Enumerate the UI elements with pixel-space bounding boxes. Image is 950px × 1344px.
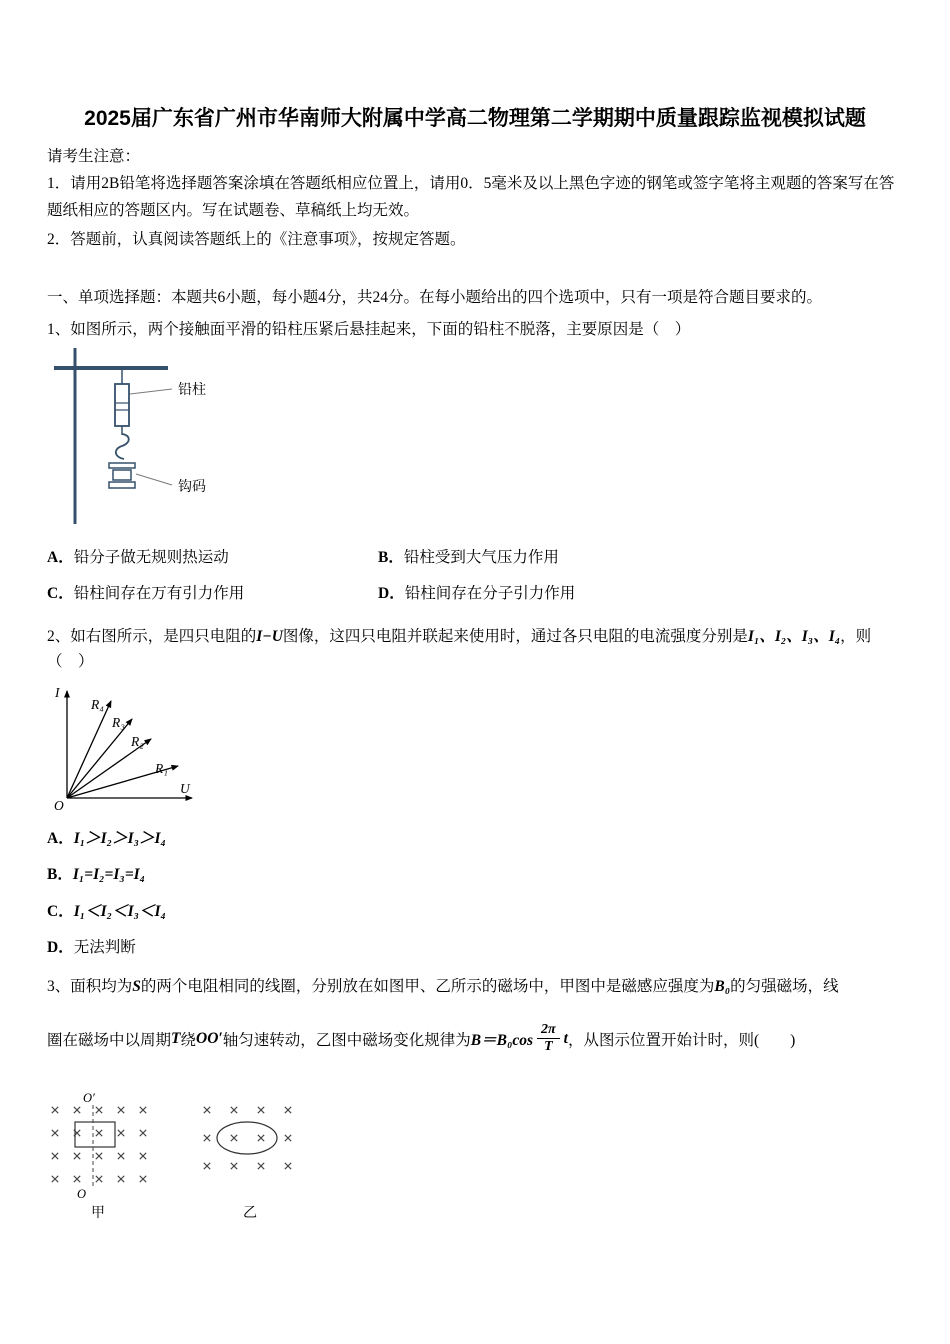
notice-item-2: 2．答题前，认真阅读答题纸上的《注意事项》，按规定答题。	[47, 231, 466, 248]
s-hook	[116, 434, 129, 459]
coil-ellipse	[217, 1122, 277, 1154]
notice-item-1: 1．请用2B铅笔将选择题答案涂填在答题纸相应位置上，请用0．5毫米及以上黑色字迹的钢笔或签字笔将主观题的答案写在答题纸相应的答题区内。写在试题卷、草稿纸上均无效。	[47, 175, 895, 219]
weight-pointer-line	[136, 474, 172, 485]
coil-rectangle	[75, 1122, 115, 1147]
question-3-stem-line2: 圈在磁场中以周期 T 绕 OO′ 轴匀速转动，乙图中磁场变化规律为 B＝B₀cos $\frac{2\pi}{T}$ t ，从图示位置开始计时，则( )	[47, 1022, 796, 1055]
weight-base	[109, 482, 135, 488]
q1-option-b: B．铅柱受到大气压力作用	[378, 549, 559, 567]
question-1-stem: 1、如图所示，两个接触面平滑的铅柱压紧后悬挂起来，下面的铅柱不脱落，主要原因是（ ）	[47, 321, 691, 339]
page-title: 2025届广东省广州市华南师大附属中学高二物理第二学期期中质量跟踪监视模拟试题	[84, 107, 866, 130]
weight-top	[109, 463, 135, 468]
o-prime-label: O′	[83, 1090, 95, 1105]
lead-cylinders	[115, 384, 129, 426]
question-3-stem-line1: 3、面积均为S的两个电阻相同的线圈，分别放在如图甲、乙所示的磁场中，甲图中是磁感应强度为B₀的匀强磁场，线	[47, 977, 839, 995]
weight-body	[113, 470, 131, 480]
question-1-figure	[50, 344, 300, 530]
q2-option-a: A．I₁＞I₂＞I₃＞I₄	[47, 829, 166, 847]
jia-label: 甲	[91, 1205, 105, 1221]
notice-heading: 请考生注意：	[47, 148, 141, 166]
cylinder-label: 铅柱	[178, 383, 206, 399]
cylinder-pointer-line	[130, 389, 172, 394]
u-axis-label: U	[180, 780, 190, 796]
q1-option-a: A．铅分子做无规则热运动	[47, 549, 229, 567]
r3-label: R₃	[112, 714, 125, 730]
apparatus-lines	[54, 348, 168, 524]
origin-label: O	[54, 797, 64, 813]
pointer-lines	[130, 389, 172, 485]
line-r4	[67, 701, 111, 798]
weight-label: 钩码	[178, 480, 206, 496]
field-jia-cross-grid	[52, 1107, 146, 1182]
q1-option-c: C．铅柱间存在万有引力作用	[47, 585, 245, 603]
q2-option-d: D．无法判断	[47, 939, 136, 957]
r4-label: R₄	[91, 696, 104, 712]
question-2-stem: 2、如右图所示，是四只电阻的I−U图像，这四只电阻并联起来使用时，通过各只电阻的电流强度分别是I₁、I₂、I₃、I₄，则（ ）	[47, 627, 872, 671]
question-2-figure	[47, 683, 262, 818]
yi-label: 乙	[243, 1205, 257, 1221]
r1-label: R₁	[155, 760, 168, 776]
section-1-heading: 一、单项选择题：本题共6小题，每小题4分，共24分。在每小题给出的四个选项中，只有一项是符合题目要求的。	[47, 289, 823, 307]
q1-option-d: D．铅柱间存在分子引力作用	[378, 585, 576, 603]
q2-option-b: B．I₁=I₂=I₃=I₄	[47, 866, 146, 884]
i-axis-label: I	[55, 684, 60, 700]
o-label: O	[77, 1186, 87, 1201]
graph-lines	[67, 691, 192, 798]
fraction-2pi-over-T: $\frac{2\pi}{T}$	[537, 1022, 560, 1055]
q2-option-c: C．I₁＜I₂＜I₃＜I₄	[47, 902, 166, 920]
question-1-options	[47, 546, 903, 606]
question-3-figure	[47, 1091, 347, 1223]
r2-label: R₂	[131, 733, 144, 749]
